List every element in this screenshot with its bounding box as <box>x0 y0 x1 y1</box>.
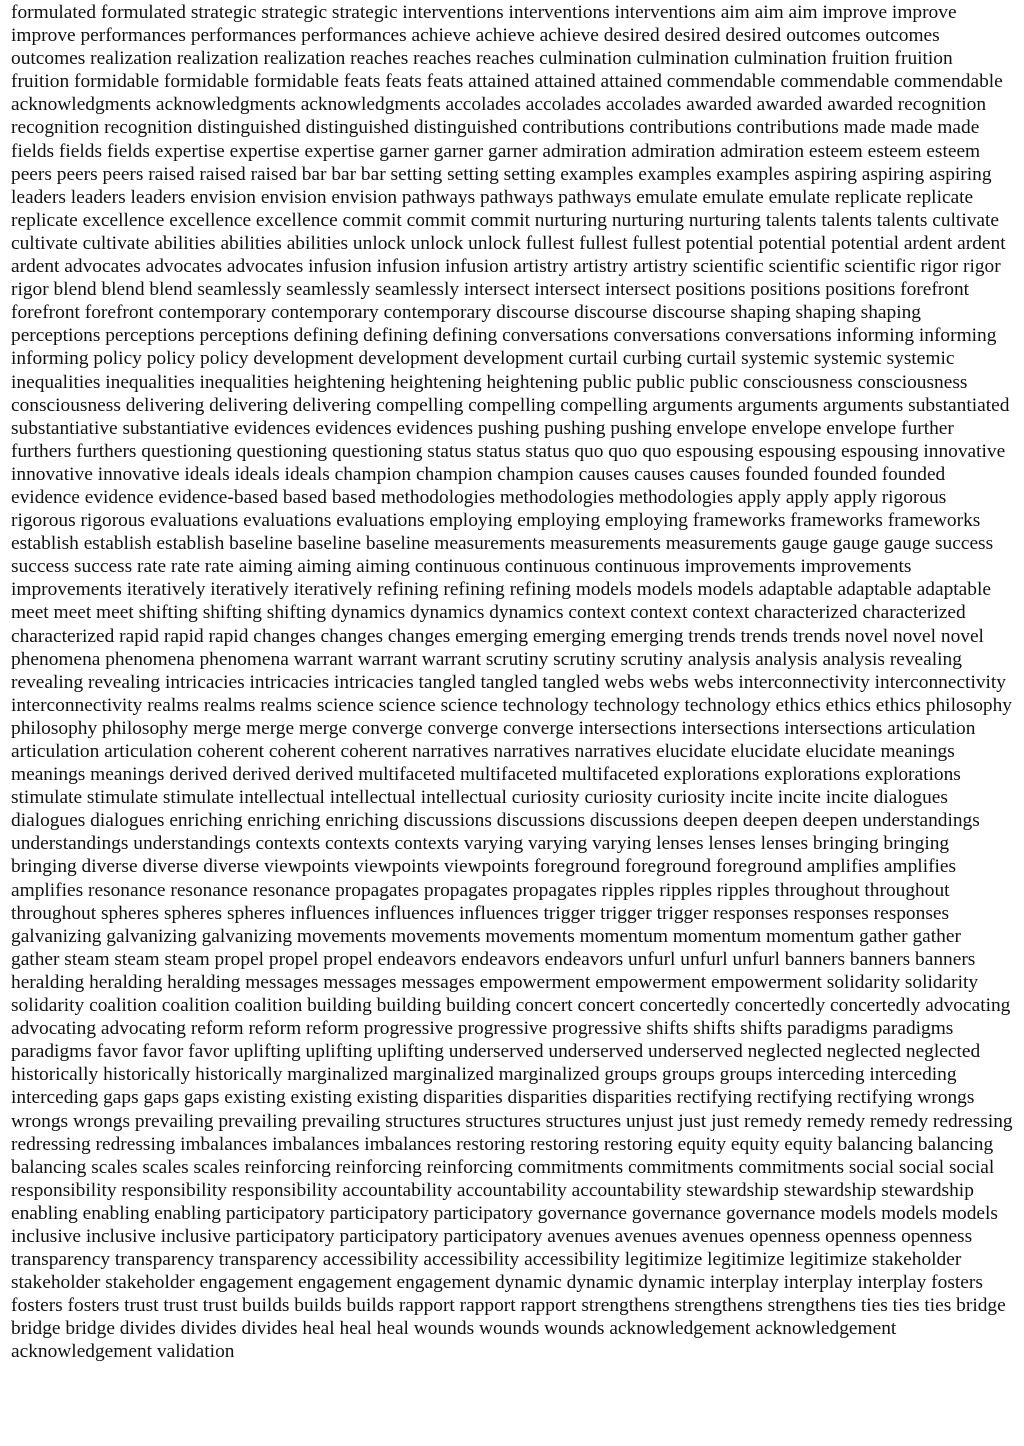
body-text-paragraph: formulated formulated strategic strategic strategic interventions interventions interventions aim aim aim improve improve improve performances performances performances achieve achieve achieve desired desired desired outcomes outcomes outcomes realization realization realization reaches reaches reaches culmination culmination culmination fruition fruition fruition formidable formidable formidable feats feats feats attained attained attained commendable commendable commendable acknowledgments acknowledgments acknowledgments accolades accolades accolades awarded awarded awarded recognition recognition recognition distinguished distinguished distinguished contributions contributions contributions made made made fields fields fields expertise expertise expertise garner garner garner admiration admiration admiration esteem esteem esteem peers peers peers raised raised raised bar bar bar setting setting setting examples examples examples aspiring aspiring aspiring leaders leaders leaders envision envision envision pathways pathways pathways emulate emulate emulate replicate replicate replicate excellence excellence excellence commit commit commit nurturing nurturing nurturing talents talents talents cultivate cultivate cultivate abilities abilities abilities unlock unlock unlock fullest fullest fullest potential potential potential ardent ardent ardent advocates advocates advocates infusion infusion infusion artistry artistry artistry scientific scientific scientific rigor rigor rigor blend blend blend seamlessly seamlessly seamlessly intersect intersect intersect positions positions positions forefront forefront forefront contemporary contemporary contemporary discourse discourse discourse shaping shaping shaping perceptions perceptions perceptions defining defining defining conversations conversations conversations informing informing informing policy policy policy development development development curtail curbing curtail systemic systemic systemic inequalities inequalities inequalities heightening heightening heightening public public public consciousness consciousness consciousness delivering delivering delivering compelling compelling compelling arguments arguments arguments substantiated substantiative substantiative evidences evidences evidences pushing pushing pushing envelope envelope envelope further furthers furthers questioning questioning questioning status status status quo quo quo espousing espousing espousing innovative innovative innovative ideals ideals ideals champion champion champion causes causes causes founded founded founded evidence evidence evidence-based based based methodologies methodologies methodologies apply apply apply rigorous rigorous rigorous evaluations evaluations evaluations employing employing employing frameworks frameworks frameworks establish establish establish baseline baseline baseline measurements measurements measurements gauge gauge gauge success success success rate rate rate aiming aiming aiming continuous continuous continuous improvements improvements improvements iteratively iteratively iteratively refining refining refining models models models adaptable adaptable adaptable meet meet meet shifting shifting shifting dynamics dynamics dynamics context context context characterized characterized characterized rapid rapid rapid changes changes changes emerging emerging emerging trends trends trends novel novel novel phenomena phenomena phenomena warrant warrant warrant scrutiny scrutiny scrutiny analysis analysis analysis revealing revealing revealing intricacies intricacies intricacies tangled tangled tangled webs webs webs interconnectivity interconnectivity interconnectivity realms realms realms science science science technology technology technology ethics ethics ethics philosophy philosophy philosophy merge merge merge converge converge converge intersections intersections intersections articulation articulation articulation coherent coherent coherent narratives narratives narratives elucidate elucidate elucidate meanings meanings meanings derived derived derived multifaceted multifaceted multifaceted explorations explorations explorations stimulate stimulate stimulate intellectual intellectual intellectual curiosity curiosity curiosity incite incite incite dialogues dialogues dialogues enriching enriching enriching discussions discussions discussions deepen deepen deepen understandings understandings understandings contexts contexts contexts varying varying varying lenses lenses lenses bringing bringing bringing diverse diverse diverse viewpoints viewpoints viewpoints foreground foreground foreground amplifies amplifies amplifies resonance resonance resonance propagates propagates propagates ripples ripples ripples throughout throughout throughout spheres spheres spheres influences influences influences trigger trigger trigger responses responses responses galvanizing galvanizing galvanizing movements movements movements momentum momentum momentum gather gather gather steam steam steam propel propel propel endeavors endeavors endeavors unfurl unfurl unfurl banners banners banners heralding heralding heralding messages messages messages empowerment empowerment empowerment solidarity solidarity solidarity coalition coalition coalition building building building concert concert concertedly concertedly concertedly advocating advocating advocating reform reform reform progressive progressive progressive shifts shifts shifts paradigms paradigms paradigms favor favor favor uplifting uplifting uplifting underserved underserved underserved neglected neglected neglected historically historically historically marginalized marginalized marginalized groups groups groups interceding interceding interceding gaps gaps gaps existing existing existing disparities disparities disparities rectifying rectifying rectifying wrongs wrongs wrongs prevailing prevailing prevailing structures structures structures unjust just just remedy remedy remedy redressing redressing redressing imbalances imbalances imbalances restoring restoring restoring equity equity equity balancing balancing balancing scales scales scales reinforcing reinforcing reinforcing commitments commitments commitments social social social responsibility responsibility responsibility accountability accountability accountability stewardship stewardship stewardship enabling enabling enabling participatory participatory participatory governance governance governance models models models inclusive inclusive inclusive participatory participatory participatory avenues avenues avenues openness openness openness transparency transparency transparency accessibility accessibility accessibility legitimize legitimize legitimize stakeholder stakeholder stakeholder engagement engagement engagement dynamic dynamic dynamic interplay interplay interplay fosters fosters fosters trust trust trust builds builds builds rapport rapport rapport strengthens strengthens strengthens ties ties ties bridge bridge bridge divides divides divides heal heal heal wounds wounds wounds acknowledgement acknowledgement acknowledgement validation <box>11 2 1013 1363</box>
